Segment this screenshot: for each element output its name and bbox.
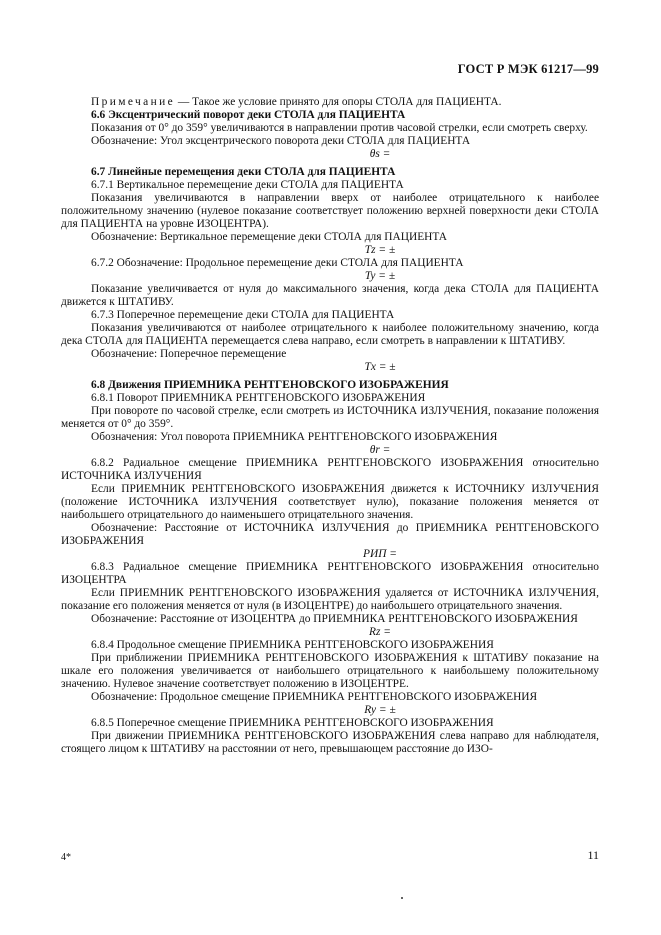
subsection-title: 6.7.2 Обозначение: Продольное перемещение деки СТОЛА для ПАЦИЕНТА	[91, 257, 464, 269]
formula: Rz =	[369, 626, 391, 638]
section-heading: 6.8 Движения ПРИЕМНИКА РЕНТГЕНОВСКОГО ИЗОБРАЖЕНИЯ	[91, 379, 449, 391]
paragraph: Если ПРИЕМНИК РЕНТГЕНОВСКОГО ИЗОБРАЖЕНИЯ движется к ИСТОЧНИКУ ИЗЛУЧЕНИЯ (положение ИСТОЧНИКА ИЗЛУЧЕНИЯ соответствует нулю), показание положения меняется от наибольшего отрицательного до наименьшего отрицательного значения.	[61, 483, 599, 521]
formula: θr =	[369, 444, 391, 456]
scan-speck	[401, 897, 403, 899]
subsection-title: 6.8.4 Продольное смещение ПРИЕМНИКА РЕНТГЕНОВСКОГО ИЗОБРАЖЕНИЯ	[91, 639, 494, 651]
section-heading: 6.7 Линейные перемещения деки СТОЛА для ПАЦИЕНТА	[91, 166, 396, 178]
designation: Обозначение: Продольное смещение ПРИЕМНИКА РЕНТГЕНОВСКОГО ИЗОБРАЖЕНИЯ	[91, 691, 538, 703]
subsection-title: 6.8.5 Поперечное смещение ПРИЕМНИКА РЕНТГЕНОВСКОГО ИЗОБРАЖЕНИЯ	[91, 717, 494, 729]
paragraph: При повороте по часовой стрелке, если смотреть из ИСТОЧНИКА ИЗЛУЧЕНИЯ, показание положения меняется от 0° до 359°.	[61, 405, 599, 430]
paragraph: Показание увеличивается от нуля до максимального значения, когда дека СТОЛА для ПАЦИЕНТА движется к ШТАТИВУ.	[61, 283, 599, 308]
section-heading: 6.6 Эксцентрический поворот деки СТОЛА для ПАЦИЕНТА	[91, 109, 406, 121]
designation: Обозначение: Поперечное перемещение	[91, 348, 287, 360]
formula: Ty = ±	[364, 270, 396, 282]
paragraph: При приближении ПРИЕМНИКА РЕНТГЕНОВСКОГО ИЗОБРАЖЕНИЯ к ШТАТИВУ показание на шкале его положения увеличивается от наибольшего отрицательного к наибольшему положительному значению. Нулевое значение соответствует положению в ИЗОЦЕНТРЕ.	[61, 652, 599, 690]
subsection-title: 6.8.2 Радиальное смещение ПРИЕМНИКА РЕНТГЕНОВСКОГО ИЗОБРАЖЕНИЯ относительно ИСТОЧНИКА ИЗЛУЧЕНИЯ	[61, 457, 599, 482]
standard-header: ГОСТ Р МЭК 61217—99	[457, 62, 599, 76]
paragraph: Показания увеличиваются в направлении вверх от наиболее отрицательного к наиболее положительному значению (нулевое показание соответствует положению верхней поверхности деки СТОЛА для ПАЦИЕНТА на уровне ИЗОЦЕНТРА).	[61, 192, 599, 230]
page-number: 11	[587, 848, 599, 862]
formula: Ry = ±	[364, 704, 396, 716]
designation: Обозначение: Угол эксцентрического поворота деки СТОЛА для ПАЦИЕНТА	[91, 135, 471, 147]
designation: Обозначение: Расстояние от ИЗОЦЕНТРА до ПРИЕМНИКА РЕНТГЕНОВСКОГО ИЗОБРАЖЕНИЯ	[91, 613, 578, 625]
paragraph: Показания от 0° до 359° увеличиваются в направлении против часовой стрелки, если смотреть сверху.	[91, 122, 588, 134]
formula: Tx = ±	[364, 361, 396, 373]
paragraph: Показания увеличиваются от наиболее отрицательного к наиболее положительному значению, когда дека СТОЛА для ПАЦИЕНТА перемещается слева направо, если смотреть в направлении к ШТАТИВУ.	[61, 322, 599, 347]
subsection-title: 6.8.1 Поворот ПРИЕМНИКА РЕНТГЕНОВСКОГО ИЗОБРАЖЕНИЯ	[91, 392, 426, 404]
designation: Обозначение: Расстояние от ИСТОЧНИКА ИЗЛУЧЕНИЯ до ПРИЕМНИКА РЕНТГЕНОВСКОГО ИЗОБРАЖЕНИЯ	[61, 522, 599, 547]
designation: Обозначение: Вертикальное перемещение деки СТОЛА для ПАЦИЕНТА	[91, 231, 448, 243]
formula: РИП =	[363, 548, 397, 560]
signature-mark: 4*	[61, 852, 71, 863]
body-text	[61, 96, 599, 756]
subsection-title: 6.8.3 Радиальное смещение ПРИЕМНИКА РЕНТГЕНОВСКОГО ИЗОБРАЖЕНИЯ относительно ИЗОЦЕНТРА	[61, 561, 599, 586]
paragraph: При движении ПРИЕМНИКА РЕНТГЕНОВСКОГО ИЗОБРАЖЕНИЯ слева направо для наблюдателя, стоящего лицом к ШТАТИВУ на расстоянии от него, превышающем расстояние до ИЗО-	[61, 730, 599, 755]
designation: Обозначения: Угол поворота ПРИЕМНИКА РЕНТГЕНОВСКОГО ИЗОБРАЖЕНИЯ	[91, 431, 498, 443]
subsection-title: 6.7.3 Поперечное перемещение деки СТОЛА для ПАЦИЕНТА	[91, 309, 395, 321]
paragraph: Если ПРИЕМНИК РЕНТГЕНОВСКОГО ИЗОБРАЖЕНИЯ удаляется от ИСТОЧНИКА ИЗЛУЧЕНИЯ, показание его положения меняется от нуля (в ИЗОЦЕНТРЕ) до наибольшего отрицательного значения.	[61, 587, 599, 612]
subsection-title: 6.7.1 Вертикальное перемещение деки СТОЛА для ПАЦИЕНТА	[91, 179, 404, 191]
formula: θs =	[369, 148, 391, 160]
note-text: — Такое же условие принято для опоры СТОЛА для ПАЦИЕНТА.	[175, 96, 502, 108]
formula: Tz = ±	[364, 244, 396, 256]
note-label: Примечание	[91, 96, 176, 108]
note-paragraph	[61, 96, 599, 109]
